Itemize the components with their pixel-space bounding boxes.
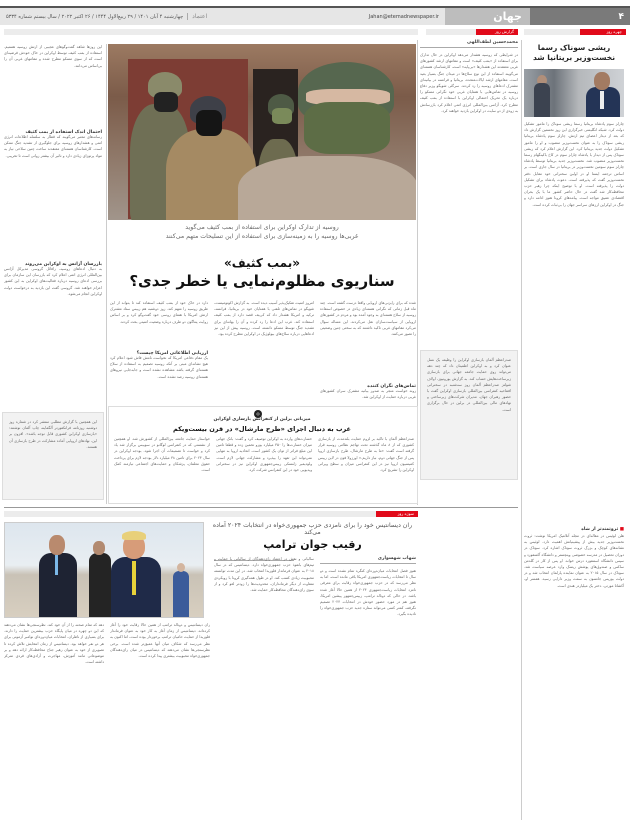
person-of-day-body: چارلز سوم پادشاه بریتانیا رسما ریشی سوناک را مامور تشکیل دولت کرد. شبکه انگلیسی خبرگزاری این روز نخستین گزارش داد که بعد از دیدار اعضای تیم ارتش، چارلز سوم پادشاه بریتانیا ریشی سوناک را به عنوان نخست‌وزیر منصوب و او را مامور تشکیل دولت جدید بریتانیا کرد. این گزارش اعلام کرد که ریشی سوناک پس از دیدار با پادشاه چارلز سوم در کاخ باکینگهام رسما نخست‌وزیر منصوب شد. نخست‌وزیر جدید بریتانیا توسط پادشاه چارلز سوم سومین نخست‌وزیر در بریتانیا در سال جاری است. بر اساس ترجمه ایسنا او در اولین سخنرانی خود مقابل دفتر نخست‌وزیر گفت که پذیرفته است. دعوت پادشاه برای تشکیل دولت را پذیرفته است. او با توضیح اینکه چرا رهبر حزب محافظه‌کار شد گفت در حال حاضر کشور ما با یک بحران اقتصادی عمیق مواجه است. پیامدهای کرونا هنوز ادامه دارد و جنگ در اوکراین ارزهای سراسر جهان را بی‌ثبات کرده است. [524, 122, 624, 207]
left-column-subhead-1: احتمال اندک استفاده از بمب کثیف [25, 130, 102, 135]
photo-figure [594, 72, 610, 90]
photo-figure-head [177, 563, 185, 572]
report-body: در شرایطی که روسیه هشدار می‌دهد اوکراین در حال تدارک برای استفاده از «بمب کثیف» است و مقامهای ارشد کشورهای غربی معتقدند این هشدارها «بی‌پایه» است، کارشناسان هسته‌ای می‌گویند استفاده از این نوع سلاح‌ها در میدان جنگ بسیار بعید است. مقامهای ارشد ایالات‌متحده، بریتانیا و فرانسه در بیانیه‌ای مشترک ادعاهای روسیه را رد کردند. سرگئی شویگو وزیر دفاع روسیه در تماس‌هایی با همتایان غربی خود نگرانی مسکو را درباره یک تحریک احتمالی اوکراین با استفاده از بمب کثیف مطرح کرد. آژانس بین‌المللی انرژی اتمی اعلام کرد بازرسانش به زودی از دو سایت در اوکراین بازدید خواهند کرد. [420, 53, 518, 113]
report-boxed-note [420, 350, 518, 480]
left-column-subhead-2: بازرسان آژانس به اوکراین می‌روند [25, 262, 102, 267]
face-mask [154, 92, 178, 112]
news-bullet-icon: ◎ [254, 410, 262, 418]
photo-figure-trump [111, 557, 161, 618]
photo-figure [600, 91, 604, 109]
main-article-col-1: شده که برای رایزنی‌های اروپایی واقعا درست گشته است. چند ماه قبل زمانی که نگرانی هسته‌ای زیادی در خصوص استفاده روسیه از سلاح هسته‌ای به وجود آمده بود و مردم در کشورهای اروپایی از سیاست‌سازان نقل می‌کردند، این مساله سوال می‌کرد مقامهای غربی تاکید داشتند که به سختی چنین وضعیتی را تصور می‌کنند. [320, 301, 416, 337]
face-mask [196, 110, 222, 136]
main-headline-line-2[interactable]: سناریوی مظلوم‌نمایی یا خطر جدی؟ [129, 272, 395, 290]
main-headline-line-1[interactable]: «بمب کثیف» [223, 256, 300, 270]
marshall-col-3: خواستار حمایت جامعه بین‌المللی از کشورش شد. او همچنین از نشستی که در کنفرانس لوگانو در سوییس برگزار شد یاد کرد و خواست تا تصمیمات آن اجرا شود. بودجه اوکراین در سال ۲۰۲۳ برای تامین ۳۸ میلیارد دلار بودجه لازم برای پرداخت حقوق معلمان، پزشکان و حمایت‌های اجتماعی نیازمند کمک است. [114, 437, 210, 473]
photo-figure-background [173, 571, 189, 618]
bullet-icon: ■ [618, 527, 624, 532]
desantis-col-2: سالیانی و نقش در اعتماد رای‌دهندگان از سالیانی با حمایت و تیم‌های بانفوذ حزب جمهوری‌خواه دارد. دیسانتیس که در سال ۲۰۱۸ به عنوان فرماندار فلوریدا انتخاب شد، در این مدت توانسته محبوبیت زیادی کسب کند. او در طول همه‌گیری کرونا با رویکردی متفاوت از دیگر فرمانداران، محدودیت‌ها را زودتر لغو کرد و از سوی رای‌دهندگان محافظه‌کار حمایت شد. [214, 557, 314, 593]
kicker-line-2: غربی‌ها روسیه را به زمینه‌سازی برای استفاده از این تسلیحات متهم می‌کنند [165, 233, 359, 240]
marshall-headline[interactable]: غرب به دنبال اجرای «طرح مارشال» در قرن بیست‌ویکم [173, 425, 351, 433]
section-name: جهان [445, 8, 530, 25]
soldier-figure [238, 156, 416, 220]
left-column-body-3: به دنبال ادعاهای روسیه، رافائل گروسی مدیرکل آژانس بین‌المللی انرژی اتمی اعلام کرد که بازرسان این سازمان برای بررسی ادعای روسیه درباره فعالیت‌های اوکراین به این کشور اعزام خواهند شد. گروسی گفت این بازدید به درخواست دولت اوکراین انجام می‌شود. [4, 267, 102, 296]
desantis-headline[interactable]: رقیب جوان ترامپ [263, 538, 362, 551]
left-column-body: این روزها شاهد گفت‌وگوهای عجیبی از ارتش روسیه هستیم. استفاده از بمب کثیف توسط اوکراین در خاک خودش فرضیه‌ای است که از سوی مسکو مطرح شده و مقامهای غربی آن را بی‌اساس می‌دانند. [4, 45, 102, 68]
main-article-col-3: دارد در خاک خود از بمب کثیف استفاده کند تا بتواند از این طریق روسیه را متهم کند. روز دوشنبه هم رییس ستاد مشترک ارتش امریکا با همتای روسی خود گفت‌وگو کرد و بر اساس روایت پنتاگون دو طرف درباره وضعیت امنیتی بحث کردند. [110, 301, 208, 324]
person-of-day-subhead [524, 527, 624, 532]
sunak-photo [524, 69, 624, 117]
report-boxed-text: صدراعظم آلمان بازسازی اوکراین را وظیفه یک نسل عنوان کرد و به اوکراین اطمینان داد که چند دهه می‌تواند روی حمایت جامعه جهانی برای بازسازی زیرساخت‌هایش حساب کند. به گزارش یورونیوز، اولاف شولتز صدراعظم آلمان روز سه‌شنبه در سخنرانی افتتاحیه کنفرانس بین‌المللی بازسازی اوکراین گفت با حضور رهبران جهان، مدیران شرکت‌های زیرساختی و نهادهای مالی بین‌المللی در برلین در حال برگزاری است. [427, 358, 511, 412]
marshall-col-1: صدراعظم آلمان با تاکید بر لزوم حمایت بلندمدت از بازسازی کشوری که از ۸ ماه گذشته تحت تهاجم نظامی روسیه قرار گرفته است گفت: «ما به طرح مارشال، طرح بازسازی اروپا پس از جنگ جهانی دوم، نیاز داریم.» اورزولا فون در لاین رییس کمیسیون اروپا نیز در این کنفرانس میزان و سطح ویرانی اوکراین را تشریح کرد. [318, 437, 414, 473]
person-of-day-column [524, 40, 624, 820]
desantis-byline: شهاب شهسواری [320, 556, 416, 564]
left-column-body-2: رسانه‌های معتبر می‌گویند که قطار به سلسله اطلاعات انرژی اتمی و هشدارهای روسیه برای جلوگیری از تشدید جنگ ممکن است. کارشناسان هسته‌ای معتقدند ساخت چنین سلاحی نیاز به مواد پرتوزای زیادی دارد و تاثیر آن بیشتر روانی است تا تخریبی. [4, 135, 102, 158]
header-meta-bar [0, 8, 445, 25]
desantis-col-3: ران دیسانتیس و دونالد ترامپ از همین حالا رقابت خود را آغاز کرده‌اند. دیسانتیس از زمان آغاز به کار خود به عنوان فرماندار فلوریدا از حمایت حامیان ترامپ برخوردار بوده است، اما اکنون به نظر می‌رسد که شکاف میان آنها عمیق‌تر شده است. برخی نظرسنجی‌ها نشان می‌دهند که دیسانتیس در میان رای‌دهندگان جمهوری‌خواه محبوبیت بیشتری پیدا کرده است. [110, 623, 210, 659]
tag-story-of-day: سوژه روز [376, 511, 418, 517]
left-boxed-text: این همچنین با گزارش مطلبی منتشر کرد در شماره روز دوشنبه روزنامه فرانکفورتر آلگماینه چاپ آلمان نوشتند: «بازسازی اوکراین کشوری قابل توجه باشد». افزون بر این، نهادهای اروپایی آماده مشارکت در طرح بازسازی آن هستند. [9, 420, 97, 449]
column-divider [521, 40, 522, 820]
desantis-col-4: دهد که تمام صحنه را از آن خود کند. نظرسنجی‌ها نشان می‌دهند که این دو چهره در میان پایگاه حزب بیشترین حمایت را دارند. برای بسیاری از ناظران، انتخابات میان‌دوره‌ای نوامبر آزمونی برای هر دو نفر خواهد بود. دیسانتیس از زمان انتخابش تلاش کرده تا تصویری از خود به عنوان رهبر جناح محافظه‌کار ارائه دهد و بر موضوعاتی مانند آموزش، مهاجرت و آزادی‌های فردی تمرکز داشته است. [4, 623, 104, 665]
person-of-day-body-2: هلن لوئیس در مقاله‌ای در مجله آتلانتیک امریکا نوشت: ثروت نخست‌وزیر جدید بیش از پیشینیانش اهمیت دارد. لوئیس به نشانه‌های کوچک و بزرگ ثروت سوناک اشاره کرد. سوناک در دوران تحصیل در مدرسه خصوصی وینچستر و دانشگاه آکسفورد و سپس دانشگاه استنفورد درس خواند. او پس از کار در گلدمن ساکس و صندوق‌های پوشش ریسک وارد عرصه سیاست شد. سوناک در سال ۲۰۱۵ به عنوان نماینده پارلمان انتخاب شد و در دولت بوریس جانسون به سمت وزیر دارایی رسید. همسر او، آکشاتا مورتی، دختر یک میلیاردر هندی است. [524, 534, 624, 588]
section-email[interactable]: Jahan@etemadnewspaper.ir [368, 13, 439, 20]
photo-figure-desantis [39, 553, 77, 618]
ukraine-soldiers-photo [108, 44, 416, 220]
main-kicker [108, 223, 416, 241]
photo-tie [55, 555, 58, 575]
desantis-kicker: ران دیسانتیس خود را برای نامزدی حزب جمهوری‌خواه در انتخابات ۲۰۲۴ آماده می‌کند [212, 522, 413, 536]
report-of-day-column [420, 40, 518, 352]
tag-report-of-day: گزارش روز [476, 29, 518, 35]
subbar-main [4, 29, 418, 35]
main-article-subhead-1: تماس‌های نگران کننده [367, 384, 416, 389]
section-divider [4, 507, 518, 508]
photo-figure-aide [89, 553, 111, 618]
desantis-trump-photo [4, 522, 204, 618]
page-number: ۴ [530, 8, 630, 25]
marshall-col-2: خسارت‌های وارده به اوکراین توصیف کرد و گفت: بانک جهانی میزان خسارت‌ها را ۳۵۰ میلیارد یورو تخمین زده و قطعا تامین این مبلغ فراتر از توان یک کشور است. اتحادیه اروپا به تنهایی نمی‌تواند این تعهد را بپذیرد و مشارکت جهانی لازم است. ولودیمیر زلنسکی رییس‌جمهوری اوکراین نیز در سخنرانی ویدیویی خود در این کنفرانس شرکت کرد. [216, 437, 312, 473]
left-boxed-note [2, 412, 104, 500]
photo-figure [534, 83, 550, 117]
kicker-line-1: روسیه از تدارک اوکراین برای استفاده از بمب کثیف می‌گوید [185, 224, 339, 231]
face-mask [304, 102, 390, 154]
main-article-subhead-2: ارزیابی اطلاعاتی امریکا چیست؟ [136, 351, 208, 356]
desantis-col-1: هنوز فصل انتخابات میان‌دوره‌ای کنگره تمام نشده است و دو سال تا انتخابات ریاست‌جمهوری امریکا باقی مانده است، اما به نظر می‌رسد که در حزب جمهوری‌خواه رقابت برای معرفی نامزد انتخابات ریاست‌جمهوری ۲۰۲۴ از همین حالا آغاز شده باشد. در حالی که دونالد ترامپ، رییس‌جمهور پیشین امریکا، هنوز هم در مورد حضور خودش در انتخابات ۲۰۲۴ تصمیم نگرفته، کمتر کسی می‌تواند ستاره جدید حزب جمهوری‌خواه را نادیده بگیرد. [320, 569, 416, 617]
person-of-day-title: ریشی سوناک رسما نخست‌وزیر بریتانیا شد [532, 43, 616, 62]
report-byline: محمدحسین لطف‌اللهی [420, 40, 518, 48]
newspaper-logo: اعتماد [187, 13, 207, 20]
marshall-kicker: میزبانی برلین از کنفرانس بازسازی اوکراین [213, 417, 311, 422]
main-article-col-3b: یک مقام دفاعی امریکا که نخواست نامش فاش شود اعلام کرد هیچ نشانه‌ای مبنی بر آنکه روسیه تصمیم به استفاده از سلاح هسته‌ای گرفته باشد مشاهده نشده است و جابه‌جایی نیروهای هسته‌ای روسیه رصد نشده است. [110, 356, 208, 379]
dateline: چهارشنبه ۴ آبان ۱۴۰۱ / ۲۹ ربیع‌الاول ۱۴۴۴ / ۲۶ اکتبر ۲۰۲۲ / سال بیستم شماره ۵۳۳۴ [6, 13, 184, 20]
column-divider [106, 44, 107, 504]
tag-person-of-day: چهره روز [580, 29, 626, 35]
page-header [0, 8, 630, 25]
photo-hair [122, 531, 146, 540]
subbar-story [4, 511, 418, 517]
subhead-text: ثروتمندتر از شاه [581, 527, 619, 532]
main-article-col-1b: روند خواست منجر به صدور بیانیه مشترک سران کشورهای غربی درباره حمایت از اوکراین شد. [320, 389, 416, 400]
photo-figure-head [93, 541, 105, 555]
main-article-col-2: امروز امنیت تفکیک‌پذیر آسیب دیده است. به گزارش اکونومیست، شویگو در تماس‌های تلفنی با همتایان خود در بریتانیا، فرانسه، ترکیه و امریکا هشدار داد که کی‌یف قصد دارد از بمب کثیف استفاده کند. غرب این ادعا را رد کرده و آن را بهانه‌ای برای تشدید جنگ توسط مسکو دانسته است. روسیه پیش از این نیز ادعاهایی درباره سلاح‌های بیولوژیک در اوکراین مطرح کرده بود. [214, 301, 314, 337]
photo-tie [132, 561, 136, 595]
header-meta-left [6, 13, 207, 20]
face-mask [272, 108, 292, 124]
photo-figure-head [49, 535, 65, 555]
